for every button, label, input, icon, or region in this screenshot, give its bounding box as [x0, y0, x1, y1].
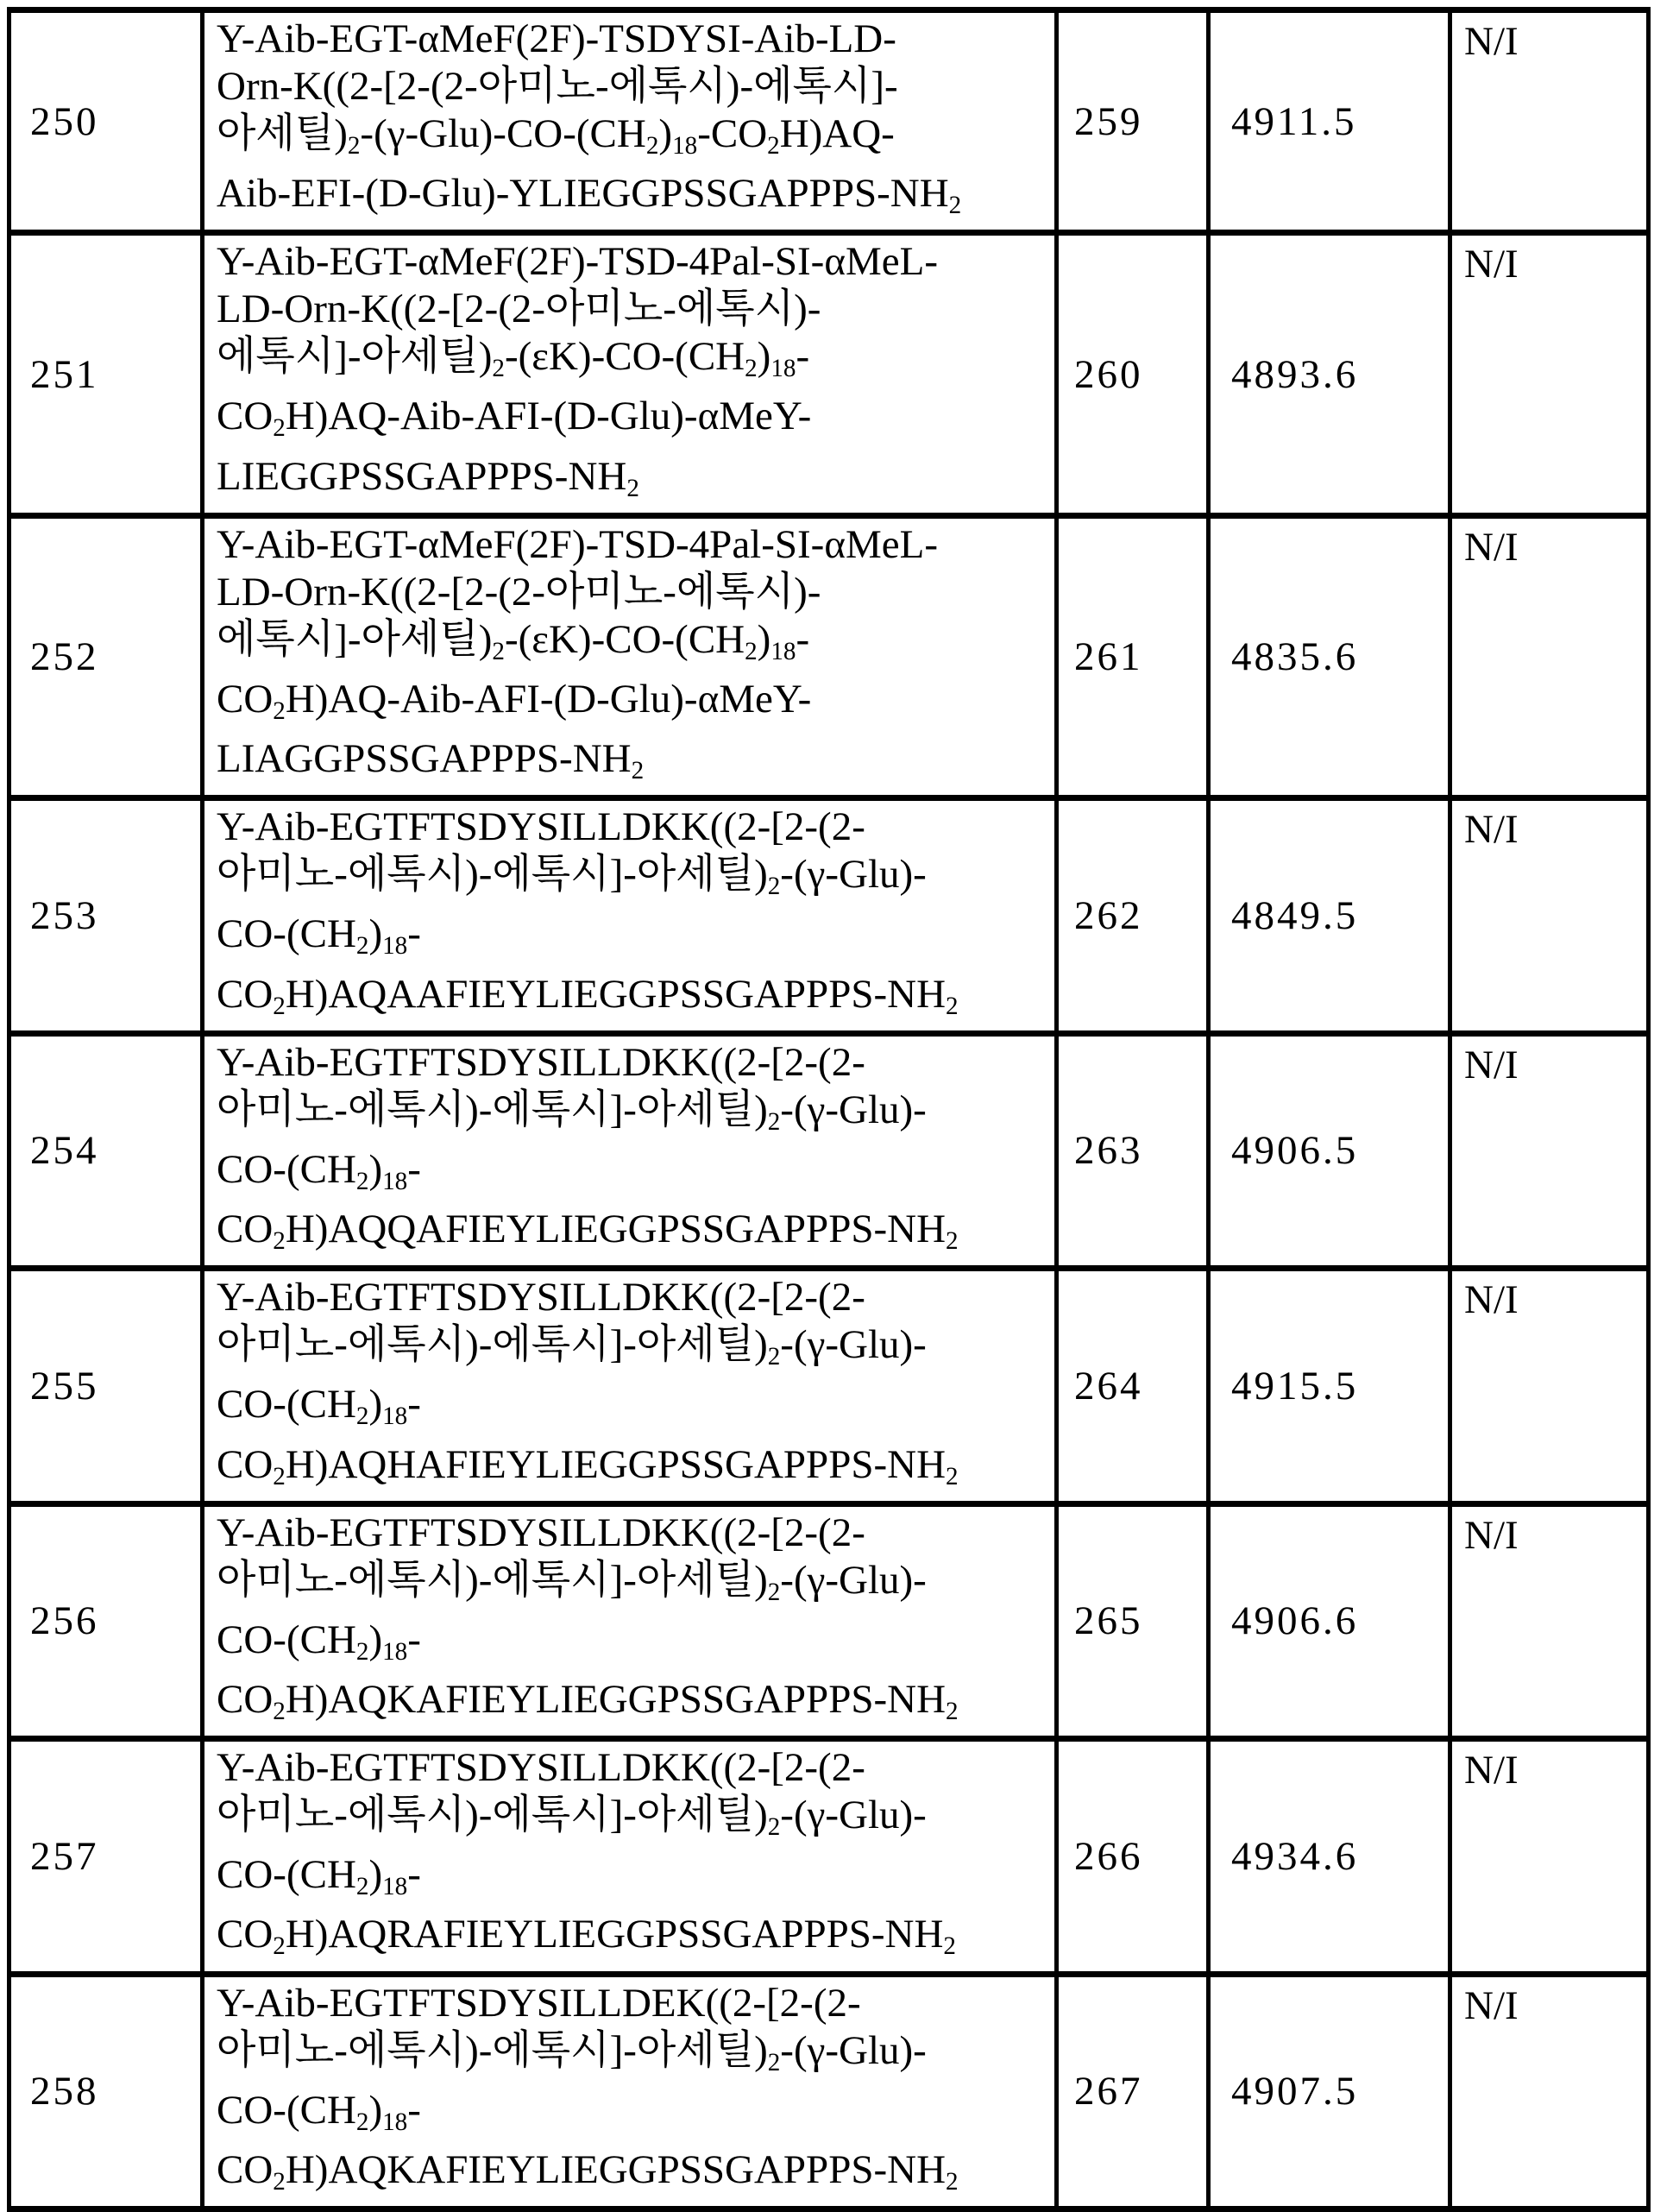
note-value: N/I — [1464, 1042, 1519, 1087]
sequence-text: Y-Aib-EGTFTSDYSILLDEK((2-[2-(2- — [217, 1980, 861, 2026]
sequence-text: LIEGGPSSGAPPPS-NH — [217, 453, 627, 499]
sequence-text: Y-Aib-EGTFTSDYSILLDKK((2-[2-(2- — [217, 804, 865, 850]
mass-value: 4907.5 — [1231, 2069, 1359, 2114]
sequence-text: -(γ-Glu)- — [780, 1322, 927, 1368]
note-cell — [1450, 1033, 1649, 1268]
subscript: 2 — [948, 192, 962, 220]
sequence-line — [217, 1676, 1049, 1736]
row-number-cell — [9, 1974, 203, 2209]
row-number-cell — [9, 1503, 203, 1738]
sequence-text: LD-Orn-K((2-[2-(2-아미노-에톡시)- — [217, 287, 821, 332]
subscript: 2 — [946, 2168, 959, 2196]
sequence-text: 아미노-에톡시)-에톡시]-아세틸) — [217, 2027, 768, 2073]
seq-id-number: 264 — [1074, 1363, 1143, 1408]
sequence-text: H)AQAAFIEYLIEGGPSSGAPPPS-NH — [285, 971, 947, 1017]
sequence-text: Y-Aib-EGTFTSDYSILLDKK((2-[2-(2- — [217, 1039, 865, 1085]
row-number: 253 — [30, 892, 99, 938]
sequence-text: CO-(CH — [217, 1382, 356, 1427]
row-number: 250 — [30, 98, 99, 144]
sequence-line — [217, 1557, 1049, 1616]
subscript: 2 — [946, 1462, 959, 1490]
sequence-text: CO-(CH — [217, 911, 356, 957]
subscript: 2 — [626, 474, 639, 502]
sequence-text: 아미노-에톡시)-에톡시]-아세틸) — [217, 1087, 768, 1132]
sequence-text: -(εK)-CO-(CH — [504, 616, 745, 662]
note-value: N/I — [1464, 242, 1519, 287]
sequence-text: 에톡시]-아세틸) — [217, 334, 493, 380]
mass-value: 4906.5 — [1231, 1128, 1359, 1174]
mass-value: 4906.6 — [1231, 1598, 1359, 1644]
sequence-line — [217, 333, 1049, 393]
sequence-text: CO — [217, 676, 274, 722]
sequence-cell — [203, 1033, 1057, 1268]
mass-cell — [1209, 1033, 1450, 1268]
sequence-text: - — [796, 616, 810, 662]
sequence-cell — [203, 233, 1057, 515]
note-cell — [1450, 1739, 1649, 1974]
subscript: 2 — [273, 992, 286, 1020]
table-row — [9, 10, 1649, 233]
subscript: 18 — [382, 1873, 408, 1901]
subscript: 2 — [492, 637, 505, 665]
row-number: 252 — [30, 634, 99, 680]
sequence-text: 아미노-에톡시)-에톡시]-아세틸) — [217, 1793, 768, 1838]
sequence-text: - — [407, 1146, 421, 1192]
subscript: 2 — [273, 1462, 286, 1490]
note-cell — [1450, 515, 1649, 797]
sequence-line — [217, 851, 1049, 911]
sequence-text: -(γ-Glu)- — [780, 1087, 927, 1132]
seq-id-number: 265 — [1074, 1598, 1143, 1644]
seq-id-number: 267 — [1074, 2069, 1143, 2114]
sequence-text: ) — [658, 111, 673, 156]
sequence-text: LIAGGPSSGAPPPS-NH — [217, 736, 632, 782]
seq-id-cell — [1057, 798, 1209, 1033]
row-number: 256 — [30, 1598, 99, 1644]
sequence-text: CO-(CH — [217, 2087, 356, 2133]
mass-cell — [1209, 798, 1450, 1033]
sequence-text: CO — [217, 2146, 274, 2192]
sequence-text: 에톡시]-아세틸) — [217, 616, 493, 662]
sequence-text: ) — [368, 1616, 383, 1662]
sequence-text: H)AQKAFIEYLIEGGPSSGAPPPS-NH — [285, 1676, 947, 1722]
subscript: 18 — [382, 932, 408, 961]
sequence-cell — [203, 1503, 1057, 1738]
sequence-line — [217, 971, 1049, 1030]
sequence-text: CO-(CH — [217, 1146, 356, 1192]
sequence-line — [217, 804, 1049, 851]
sequence-text: H)AQ-Aib-AFI-(D-Glu)-αMeY- — [285, 394, 812, 439]
sequence-text: Y-Aib-EGT-αMeF(2F)-TSD-4Pal-SI-αMeL- — [217, 521, 938, 567]
subscript: 18 — [382, 2108, 408, 2136]
table-row — [9, 798, 1649, 1033]
subscript: 2 — [355, 1168, 369, 1196]
table-row — [9, 1503, 1649, 1738]
subscript: 18 — [382, 1168, 408, 1196]
sequence-text: ) — [368, 1382, 383, 1427]
seq-id-number: 259 — [1074, 98, 1143, 144]
seq-id-number: 262 — [1074, 892, 1143, 938]
row-number-cell — [9, 233, 203, 515]
row-number-cell — [9, 1269, 203, 1503]
sequence-text: - — [407, 1382, 421, 1427]
subscript: 2 — [273, 2168, 286, 2196]
note-cell — [1450, 10, 1649, 233]
mass-cell — [1209, 10, 1450, 233]
sequence-text: CO — [217, 1676, 274, 1722]
subscript: 2 — [767, 1578, 781, 1606]
seq-id-cell — [1057, 233, 1209, 515]
sequence-text: ) — [368, 911, 383, 957]
subscript: 18 — [770, 355, 796, 383]
subscript: 2 — [767, 132, 780, 161]
subscript: 2 — [355, 1637, 369, 1666]
subscript: 2 — [273, 1227, 286, 1256]
subscript: 2 — [273, 1932, 286, 1961]
sequence-text: ) — [368, 1146, 383, 1192]
sequence-text: Y-Aib-EGTFTSDYSILLDKK((2-[2-(2- — [217, 1509, 865, 1555]
subscript: 2 — [492, 355, 505, 383]
mass-value: 4849.5 — [1231, 892, 1359, 938]
row-number: 255 — [30, 1363, 99, 1408]
table-row — [9, 1269, 1649, 1503]
sequence-text: CO — [217, 1207, 274, 1252]
sequence-text: 아미노-에톡시)-에톡시]-아세틸) — [217, 1557, 768, 1603]
note-value: N/I — [1464, 19, 1519, 64]
subscript: 2 — [767, 2048, 781, 2077]
sequence-cell — [203, 1269, 1057, 1503]
sequence-text: CO-(CH — [217, 1852, 356, 1898]
sequence-text: CO — [217, 394, 274, 439]
subscript: 2 — [355, 932, 369, 961]
note-cell — [1450, 1503, 1649, 1738]
sequence-text: Aib-EFI-(D-Glu)-YLIEGGPSSGAPPPS-NH — [217, 171, 949, 217]
note-value: N/I — [1464, 524, 1519, 570]
subscript: 2 — [767, 873, 781, 901]
sequence-text: CO — [217, 1441, 274, 1487]
sequence-line — [217, 2146, 1049, 2206]
sequence-line — [217, 238, 1049, 286]
seq-id-cell — [1057, 1033, 1209, 1268]
sequence-text: CO — [217, 971, 274, 1017]
sequence-cell — [203, 1739, 1057, 1974]
sequence-text: 아미노-에톡시)-에톡시]-아세틸) — [217, 852, 768, 898]
sequence-text: -(εK)-CO-(CH — [504, 334, 745, 380]
subscript: 2 — [631, 757, 645, 785]
sequence-text: Y-Aib-EGTFTSDYSILLDKK((2-[2-(2- — [217, 1275, 865, 1320]
mass-cell — [1209, 233, 1450, 515]
sequence-text: H)AQRAFIEYLIEGGPSSGAPPPS-NH — [285, 1912, 944, 1957]
sequence-line — [217, 1441, 1049, 1501]
sequence-text: H)AQHAFIEYLIEGGPSSGAPPPS-NH — [285, 1441, 947, 1487]
subscript: 2 — [767, 1107, 781, 1136]
sequence-line — [217, 735, 1049, 795]
sequence-text: H)AQKAFIEYLIEGGPSSGAPPPS-NH — [285, 2146, 947, 2192]
row-number: 257 — [30, 1833, 99, 1879]
note-cell — [1450, 1974, 1649, 2209]
sequence-line — [217, 676, 1049, 735]
mass-cell — [1209, 1503, 1450, 1738]
sequence-text: - — [407, 1616, 421, 1662]
sequence-line — [217, 521, 1049, 569]
table-row — [9, 1739, 1649, 1974]
sequence-line — [217, 1087, 1049, 1146]
row-number-cell — [9, 1033, 203, 1268]
sequence-line — [217, 1146, 1049, 1206]
sequence-text: Y-Aib-EGT-αMeF(2F)-TSD-4Pal-SI-αMeL- — [217, 239, 938, 285]
note-value: N/I — [1464, 807, 1519, 853]
seq-id-cell — [1057, 1269, 1209, 1503]
subscript: 2 — [273, 1698, 286, 1726]
note-cell — [1450, 798, 1649, 1033]
subscript: 2 — [355, 1402, 369, 1431]
subscript: 2 — [745, 355, 758, 383]
row-number-cell — [9, 1739, 203, 1974]
sequence-line — [217, 1616, 1049, 1676]
sequence-cell — [203, 10, 1057, 233]
sequence-cell — [203, 1974, 1057, 2209]
sequence-cell — [203, 515, 1057, 797]
row-number: 251 — [30, 351, 99, 397]
sequence-cell — [203, 798, 1057, 1033]
sequence-text: ) — [368, 2087, 383, 2133]
subscript: 2 — [767, 1343, 781, 1371]
sequence-text: H)AQ-Aib-AFI-(D-Glu)-αMeY- — [285, 676, 812, 722]
mass-value: 4835.6 — [1231, 634, 1359, 680]
subscript: 2 — [355, 1873, 369, 1901]
seq-id-cell — [1057, 1503, 1209, 1738]
seq-id-cell — [1057, 1739, 1209, 1974]
sequence-line — [217, 170, 1049, 230]
note-cell — [1450, 1269, 1649, 1503]
peptide-sequence-table — [7, 7, 1651, 2212]
sequence-text: - — [796, 334, 810, 380]
seq-id-number: 266 — [1074, 1833, 1143, 1879]
sequence-line — [217, 110, 1049, 170]
subscript: 2 — [645, 132, 659, 161]
sequence-text: -(γ-Glu)- — [780, 852, 927, 898]
note-value: N/I — [1464, 1982, 1519, 2028]
sequence-line — [217, 1911, 1049, 1970]
sequence-line — [217, 393, 1049, 452]
subscript: 2 — [946, 1698, 959, 1726]
seq-id-cell — [1057, 10, 1209, 233]
sequence-text: CO — [217, 1912, 274, 1957]
mass-value: 4915.5 — [1231, 1363, 1359, 1408]
sequence-text: -CO — [697, 111, 768, 156]
sequence-line — [217, 1509, 1049, 1557]
seq-id-cell — [1057, 515, 1209, 797]
sequence-text: Orn-K((2-[2-(2-아미노-에톡시)-에톡시]- — [217, 64, 898, 109]
sequence-line — [217, 1381, 1049, 1440]
sequence-text: - — [407, 911, 421, 957]
seq-id-number: 263 — [1074, 1128, 1143, 1174]
row-number-cell — [9, 798, 203, 1033]
sequence-text: H)AQ- — [779, 111, 895, 156]
subscript: 2 — [273, 414, 286, 443]
sequence-line — [217, 286, 1049, 333]
sequence-text: H)AQQAFIEYLIEGGPSSGAPPPS-NH — [285, 1207, 947, 1252]
seq-id-number: 261 — [1074, 634, 1143, 680]
table-row — [9, 515, 1649, 797]
sequence-line — [217, 1980, 1049, 2027]
mass-cell — [1209, 515, 1450, 797]
table-body — [9, 10, 1649, 2209]
mass-value: 4911.5 — [1231, 98, 1357, 144]
table-row — [9, 1033, 1649, 1268]
mass-value: 4934.6 — [1231, 1833, 1359, 1879]
sequence-text: - — [407, 1852, 421, 1898]
sequence-text: - — [407, 2087, 421, 2133]
subscript: 18 — [672, 132, 698, 161]
note-cell — [1450, 233, 1649, 515]
row-number-cell — [9, 515, 203, 797]
sequence-text: -(γ-Glu)- — [780, 1557, 927, 1603]
sequence-line — [217, 569, 1049, 616]
row-number: 258 — [30, 2069, 99, 2114]
sequence-text: CO-(CH — [217, 1616, 356, 1662]
sequence-line — [217, 911, 1049, 970]
sequence-text: -(γ-Glu)-CO-(CH — [360, 111, 646, 156]
row-number: 254 — [30, 1128, 99, 1174]
sequence-text: ) — [368, 1852, 383, 1898]
sequence-line — [217, 2087, 1049, 2146]
mass-cell — [1209, 1269, 1450, 1503]
sequence-line — [217, 1206, 1049, 1265]
sequence-text: ) — [757, 334, 771, 380]
sequence-text: Y-Aib-EGT-αMeF(2F)-TSDYSI-Aib-LD- — [217, 16, 896, 61]
sequence-text: -(γ-Glu)- — [780, 2027, 927, 2073]
seq-id-cell — [1057, 1974, 1209, 2209]
subscript: 18 — [770, 637, 796, 665]
sequence-line — [217, 1744, 1049, 1792]
sequence-line — [217, 1039, 1049, 1087]
sequence-line — [217, 1792, 1049, 1851]
sequence-line — [217, 63, 1049, 110]
subscript: 2 — [745, 637, 758, 665]
sequence-line — [217, 1851, 1049, 1911]
subscript: 2 — [273, 697, 286, 726]
sequence-line — [217, 16, 1049, 63]
sequence-line — [217, 2027, 1049, 2087]
sequence-text: -(γ-Glu)- — [780, 1793, 927, 1838]
sequence-text: 아미노-에톡시)-에톡시]-아세틸) — [217, 1322, 768, 1368]
sequence-line — [217, 616, 1049, 676]
sequence-text: 아세틸) — [217, 111, 348, 156]
sequence-line — [217, 453, 1049, 513]
subscript: 18 — [382, 1637, 408, 1666]
table-row — [9, 1974, 1649, 2209]
subscript: 2 — [347, 132, 361, 161]
sequence-text: ) — [757, 616, 771, 662]
sequence-text: Y-Aib-EGTFTSDYSILLDKK((2-[2-(2- — [217, 1745, 865, 1791]
sequence-line — [217, 1321, 1049, 1381]
mass-value: 4893.6 — [1231, 351, 1359, 397]
mass-cell — [1209, 1739, 1450, 1974]
subscript: 2 — [946, 992, 959, 1020]
note-value: N/I — [1464, 1512, 1519, 1558]
subscript: 18 — [382, 1402, 408, 1431]
note-value: N/I — [1464, 1748, 1519, 1793]
subscript: 2 — [355, 2108, 369, 2136]
subscript: 2 — [767, 1813, 781, 1842]
note-value: N/I — [1464, 1277, 1519, 1323]
table-row — [9, 233, 1649, 515]
sequence-text: LD-Orn-K((2-[2-(2-아미노-에톡시)- — [217, 569, 821, 614]
seq-id-number: 260 — [1074, 351, 1143, 397]
subscript: 2 — [946, 1227, 959, 1256]
row-number-cell — [9, 10, 203, 233]
subscript: 2 — [943, 1932, 956, 1961]
mass-cell — [1209, 1974, 1450, 2209]
sequence-line — [217, 1274, 1049, 1321]
